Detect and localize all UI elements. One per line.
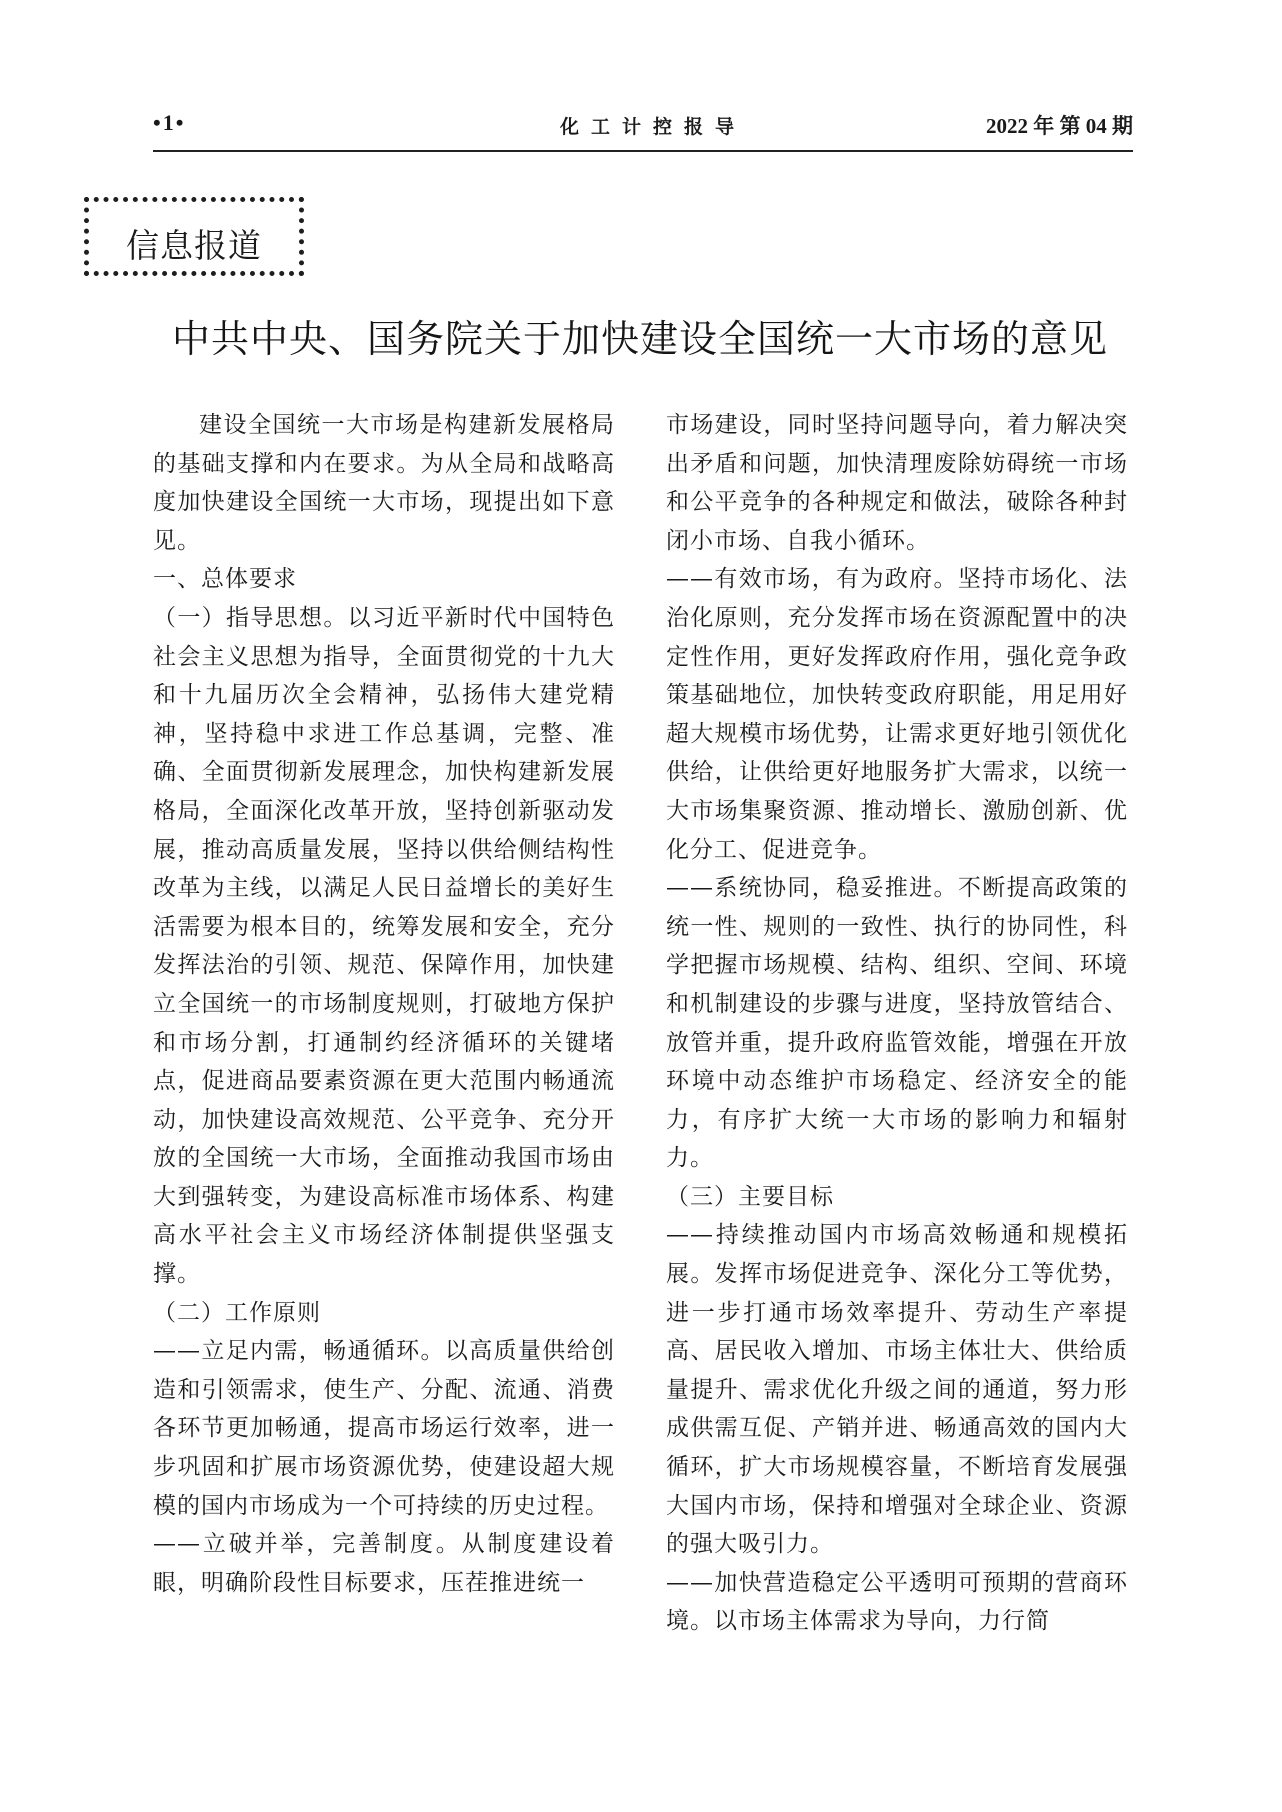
heading-work-principles: （二）工作原则: [153, 1299, 321, 1326]
paragraph-principle-domestic-demand: ——立足内需，畅通循环。以高质量供给创造和引领需求，使生产、分配、流通、消费各环节更加畅通，提高市场运行效率，进一步巩固和扩展市场资源优势，使建设超大规模的国内市场成为一个可持续的历史过程。: [153, 1338, 615, 1519]
header-rule: [153, 150, 1133, 152]
page-header: [153, 108, 1133, 148]
left-column: [153, 406, 615, 1602]
issue-number: 2022 年 第 04 期: [986, 114, 1133, 138]
page-number: •1•: [153, 110, 186, 135]
article-title: 中共中央、国务院关于加快建设全国统一大市场的意见: [171, 317, 1108, 361]
paragraph-objective-business-environment: ——加快营造稳定公平透明可预期的营商环境。以市场主体需求为导向，力行简: [666, 1569, 1128, 1635]
paragraph-guiding-ideology: （一）指导思想。以习近平新时代中国特色社会主义思想为指导，全面贯彻党的十九大和十九届历次全会精神，弘扬伟大建党精神，坚持稳中求进工作总基调，完整、准确、全面贯彻新发展理念，加快构建新发展格局，全面深化改革开放，坚持创新驱动发展，推动高质量发展，坚持以供给侧结构性改革为主线，以满足人民日益增长的美好生活需要为根本目的，统筹发展和安全，充分发挥法治的引领、规范、保障作用，加快建立全国统一的市场制度规则，打破地方保护和市场分割，打通制约经济循环的关键堵点，促进商品要素资源在更大范围内畅通流动，加快建设高效规范、公平竞争、充分开放的全国统一大市场，全面推动我国市场由大到强转变，为建设高标准市场体系、构建高水平社会主义市场经济体制提供坚强支撑。: [153, 604, 615, 1288]
heading-general-requirements: 一、总体要求: [153, 566, 297, 593]
journal-name: 化工计控报导: [559, 117, 746, 138]
heading-main-objectives: （三）主要目标: [666, 1183, 834, 1210]
section-label-box: [84, 197, 304, 276]
paragraph-principle-institutions: ——立破并举，完善制度。从制度建设着眼，明确阶段性目标要求，压茬推进统一: [153, 1531, 615, 1596]
paragraph-principle-coordination: ——系统协同，稳妥推进。不断提高政策的统一性、规则的一致性、执行的协同性，科学把握市场规模、结构、组织、空间、环境和机制建设的步骤与进度，坚持放管结合、放管并重，提升政府监管效能，增强在开放环境中动态维护市场稳定、经济安全的能力，有序扩大统一大市场的影响力和辐射力。: [666, 875, 1128, 1172]
paragraph-objective-market-expansion: ——持续推动国内市场高效畅通和规模拓展。发挥市场促进竞争、深化分工等优势，进一步打通市场效率提升、劳动生产率提高、居民收入增加、市场主体壮大、供给质量提升、需求优化升级之间的通道，努力形成供需互促、产销并进、畅通高效的国内大循环，扩大市场规模容量，不断培育发展强大国内市场，保持和增强对全球企业、资源的强大吸引力。: [666, 1222, 1128, 1558]
paragraph-intro: 建设全国统一大市场是构建新发展格局的基础支撑和内在要求。为从全局和战略高度加快建设全国统一大市场，现提出如下意见。: [153, 412, 615, 554]
section-label: 信息报道: [126, 226, 262, 265]
right-column: [666, 406, 1128, 1641]
paragraph-principle-market-government: ——有效市场，有为政府。坚持市场化、法治化原则，充分发挥市场在资源配置中的决定性作用，更好发挥政府作用，强化竞争政策基础地位，加快转变政府职能，用足用好超大规模市场优势，让需求更好地引领优化供给，让供给更好地服务扩大需求，以统一大市场集聚资源、推动增长、激励创新、优化分工、促进竞争。: [666, 566, 1128, 863]
paragraph-continued: 市场建设，同时坚持问题导向，着力解决突出矛盾和问题，加快清理废除妨碍统一市场和公平竞争的各种规定和做法，破除各种封闭小市场、自我小循环。: [666, 412, 1128, 554]
